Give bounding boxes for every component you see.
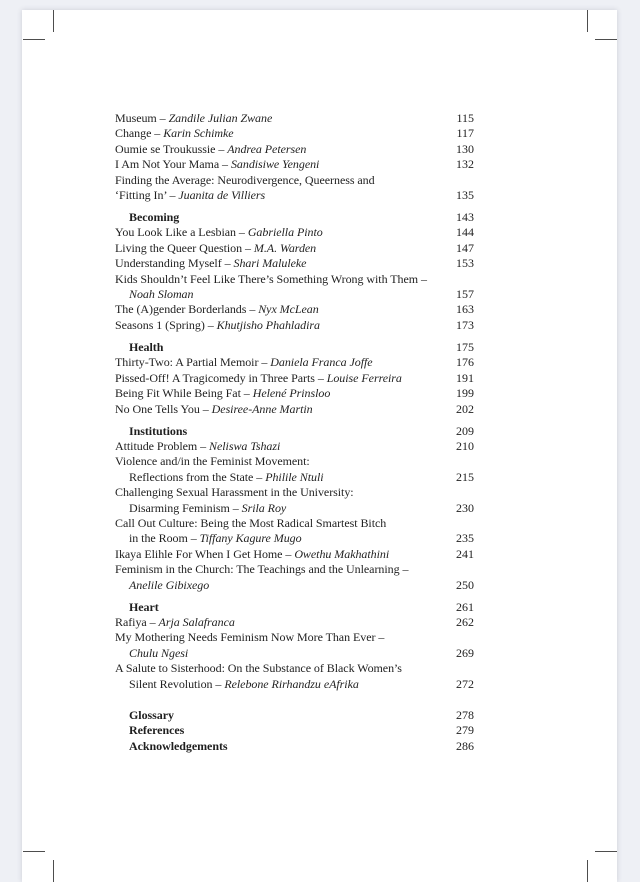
toc-entry-author: Gabriella Pinto <box>247 225 323 240</box>
toc-entry-author: Owethu Makhathini <box>294 546 390 561</box>
toc-entry-title: You Look Like a Lesbian – Gabriella Pinto <box>115 225 323 240</box>
crop-mark-top-left-vertical-icon <box>53 10 54 32</box>
toc-entry-author: Neliswa Tshazi <box>209 438 281 453</box>
toc-entry-page-number: 202 <box>456 401 474 416</box>
toc-entry-title: The (A)gender Borderlands – Nyx McLean <box>115 302 319 317</box>
toc-section-heading <box>115 723 474 738</box>
toc-entry <box>115 646 474 661</box>
toc-entry-title: References <box>129 723 185 738</box>
toc-entry <box>115 318 474 333</box>
toc-entry <box>115 241 474 256</box>
toc-entry <box>115 630 474 645</box>
toc-entry-title: ‘Fitting In’ – Juanita de Villiers <box>115 188 266 203</box>
toc-entry <box>115 355 474 370</box>
toc-entry <box>115 256 474 271</box>
toc-section-heading <box>115 210 474 225</box>
toc-entry-author: Juanita de Villiers <box>178 188 266 203</box>
toc-entry-author: Shari Maluleke <box>233 256 307 271</box>
toc-entry <box>115 111 474 126</box>
toc-entry <box>115 470 474 485</box>
toc-entry <box>115 302 474 317</box>
toc-entry-title: Disarming Feminism – Srila Roy <box>129 500 287 515</box>
toc-entry-title: Feminism in the Church: The Teachings and the Unlearning – <box>115 562 409 577</box>
toc-entry-page-number: 279 <box>456 723 474 738</box>
toc-section-heading <box>115 708 474 723</box>
toc-entry-author: Sandisiwe Yengeni <box>230 157 320 172</box>
toc-entry-page-number: 235 <box>456 531 474 546</box>
toc-entry-author: Karin Schimke <box>163 126 234 141</box>
toc-entry-title: Oumie se Troukussie – Andrea Petersen <box>115 141 307 156</box>
toc-entry-page-number: 215 <box>456 469 474 484</box>
toc-entry-author: M.A. Warden <box>253 240 317 255</box>
toc-entry-title: Reflections from the State – Philile Ntuli <box>129 469 324 484</box>
toc-entry <box>115 661 474 676</box>
toc-entry <box>115 272 474 287</box>
toc-entry-page-number: 286 <box>456 738 474 753</box>
toc-entry-page-number: 269 <box>456 645 474 660</box>
toc-entry-author: Khutjisho Phahladira <box>216 317 320 332</box>
toc-entry-title: Kids Shouldn’t Feel Like There’s Something Wrong with Them – <box>115 271 427 286</box>
toc-entry <box>115 126 474 141</box>
toc-entry-title <box>115 287 448 302</box>
toc-entry-page-number: 210 <box>456 438 474 453</box>
toc-entry-title: Change – Karin Schimke <box>115 126 234 141</box>
toc-entry-title <box>115 578 448 593</box>
toc-entry-title: Health <box>129 339 164 354</box>
toc-entry <box>115 142 474 157</box>
toc-entry-title: Thirty-Two: A Partial Memoir – Daniela Franca Joffe <box>115 355 373 370</box>
toc-entry-page-number: 250 <box>456 577 474 592</box>
toc-entry-author: Tiffany Kagure Mugo <box>199 531 302 546</box>
toc-entry-title: Finding the Average: Neurodivergence, Queerness and <box>115 172 375 187</box>
toc-entry-page-number: 209 <box>456 423 474 438</box>
toc-entry-author: Philile Ntuli <box>265 469 324 484</box>
toc-entry-title: I Am Not Your Mama – Sandisiwe Yengeni <box>115 157 320 172</box>
toc-entry-title: Ikaya Elihle For When I Get Home – Owethu Makhathini <box>115 546 390 561</box>
toc-entry <box>115 225 474 240</box>
toc-entry <box>115 386 474 401</box>
toc-entry-author: Daniela Franca Joffe <box>270 355 373 370</box>
toc-entry-page-number: 147 <box>456 240 474 255</box>
toc-entry-author: Chulu Ngesi <box>129 645 189 660</box>
toc-entry <box>115 615 474 630</box>
toc-section-heading <box>115 600 474 615</box>
toc-entry-author: Desiree-Anne Martin <box>211 401 313 416</box>
toc-entry-title: Glossary <box>129 708 174 722</box>
toc-entry-page-number: 144 <box>456 225 474 240</box>
toc-entry-author: Helené Prinsloo <box>252 386 331 401</box>
toc-entry-title: Seasons 1 (Spring) – Khutjisho Phahladira <box>115 317 320 332</box>
toc-entry-title: in the Room – Tiffany Kagure Mugo <box>129 531 302 546</box>
toc-entry-title: Museum – Zandile Julian Zwane <box>115 111 273 125</box>
toc-entry-author: Zandile Julian Zwane <box>168 111 273 125</box>
toc-entry-author: Arja Salafranca <box>158 614 235 629</box>
table-of-contents <box>115 111 474 754</box>
toc-entry-page-number: 153 <box>456 256 474 271</box>
toc-entry-page-number: 132 <box>456 157 474 172</box>
toc-entry <box>115 439 474 454</box>
toc-entry-page-number: 135 <box>456 188 474 203</box>
toc-entry <box>115 531 474 546</box>
toc-entry-title: Being Fit While Being Fat – Helené Prinsloo <box>115 386 331 401</box>
toc-entry <box>115 402 474 417</box>
toc-entry <box>115 547 474 562</box>
toc-entry <box>115 188 474 203</box>
toc-entry-page-number: 175 <box>456 339 474 354</box>
toc-entry-title: Institutions <box>129 423 188 438</box>
toc-entry-title: Pissed-Off! A Tragicomedy in Three Parts – Louise Ferreira <box>115 370 402 385</box>
toc-entry-author: Noah Sloman <box>129 287 194 302</box>
crop-mark-bottom-left-vertical-icon <box>53 860 54 882</box>
toc-entry-title: Becoming <box>129 210 180 225</box>
toc-section-heading <box>115 424 474 439</box>
toc-entry-page-number: 176 <box>456 355 474 370</box>
toc-entry-author: Nyx McLean <box>258 302 319 317</box>
crop-mark-top-right-vertical-icon <box>587 10 588 32</box>
toc-entry-page-number: 278 <box>456 708 474 722</box>
toc-entry-page-number: 157 <box>456 287 474 302</box>
toc-entry-title: Acknowledgements <box>129 738 228 753</box>
toc-entry-title: Silent Revolution – Relebone Rirhandzu eAfrika <box>129 676 359 691</box>
toc-entry-page-number: 130 <box>456 141 474 156</box>
crop-mark-bottom-right-vertical-icon <box>587 860 588 882</box>
toc-entry-page-number: 115 <box>456 111 474 125</box>
toc-entry-title: Understanding Myself – Shari Maluleke <box>115 256 307 271</box>
toc-entry <box>115 454 474 469</box>
toc-entry-page-number: 143 <box>456 210 474 225</box>
crop-mark-bottom-right-horizontal-icon <box>595 851 617 852</box>
toc-entry <box>115 677 474 692</box>
toc-entry-page-number: 262 <box>456 614 474 629</box>
toc-entry-title: My Mothering Needs Feminism Now More Than Ever – <box>115 630 385 645</box>
toc-entry-author: Relebone Rirhandzu eAfrika <box>224 676 359 691</box>
toc-entry-author: Louise Ferreira <box>326 370 402 385</box>
crop-mark-bottom-left-horizontal-icon <box>23 851 45 852</box>
crop-mark-top-right-horizontal-icon <box>595 39 617 40</box>
toc-entry-title: Rafiya – Arja Salafranca <box>115 614 235 629</box>
toc-entry-title: No One Tells You – Desiree-Anne Martin <box>115 401 313 416</box>
toc-entry <box>115 371 474 386</box>
toc-entry-page-number: 199 <box>456 386 474 401</box>
toc-entry <box>115 157 474 172</box>
toc-entry <box>115 173 474 188</box>
toc-section-heading <box>115 340 474 355</box>
toc-entry-title: Challenging Sexual Harassment in the University: <box>115 485 354 500</box>
toc-entry-page-number: 173 <box>456 317 474 332</box>
toc-entry <box>115 516 474 531</box>
toc-entry-page-number: 241 <box>456 546 474 561</box>
crop-mark-top-left-horizontal-icon <box>23 39 45 40</box>
toc-entry-page-number: 272 <box>456 676 474 691</box>
toc-entry-title: Violence and/in the Feminist Movement: <box>115 454 310 469</box>
toc-entry-page-number: 261 <box>456 599 474 614</box>
toc-entry <box>115 485 474 500</box>
toc-entry <box>115 578 474 593</box>
toc-entry-author: Srila Roy <box>241 500 287 515</box>
toc-entry <box>115 501 474 516</box>
toc-entry-author: Anelile Gibixego <box>129 577 210 592</box>
toc-entry-title <box>115 646 448 661</box>
toc-entry-title: Living the Queer Question – M.A. Warden <box>115 240 317 255</box>
toc-entry-author: Andrea Petersen <box>227 141 307 156</box>
toc-section-heading <box>115 739 474 754</box>
toc-entry-title: Call Out Culture: Being the Most Radical Smartest Bitch <box>115 515 387 530</box>
toc-entry <box>115 287 474 302</box>
toc-entry-page-number: 163 <box>456 302 474 317</box>
toc-entry-page-number: 230 <box>456 500 474 515</box>
toc-entry-title: A Salute to Sisterhood: On the Substance of Black Women’s <box>115 661 402 676</box>
toc-entry <box>115 562 474 577</box>
toc-entry-page-number: 117 <box>456 126 474 141</box>
toc-entry-title: Attitude Problem – Neliswa Tshazi <box>115 438 281 453</box>
toc-entry-title: Heart <box>129 599 159 614</box>
toc-entry-page-number: 191 <box>456 370 474 385</box>
